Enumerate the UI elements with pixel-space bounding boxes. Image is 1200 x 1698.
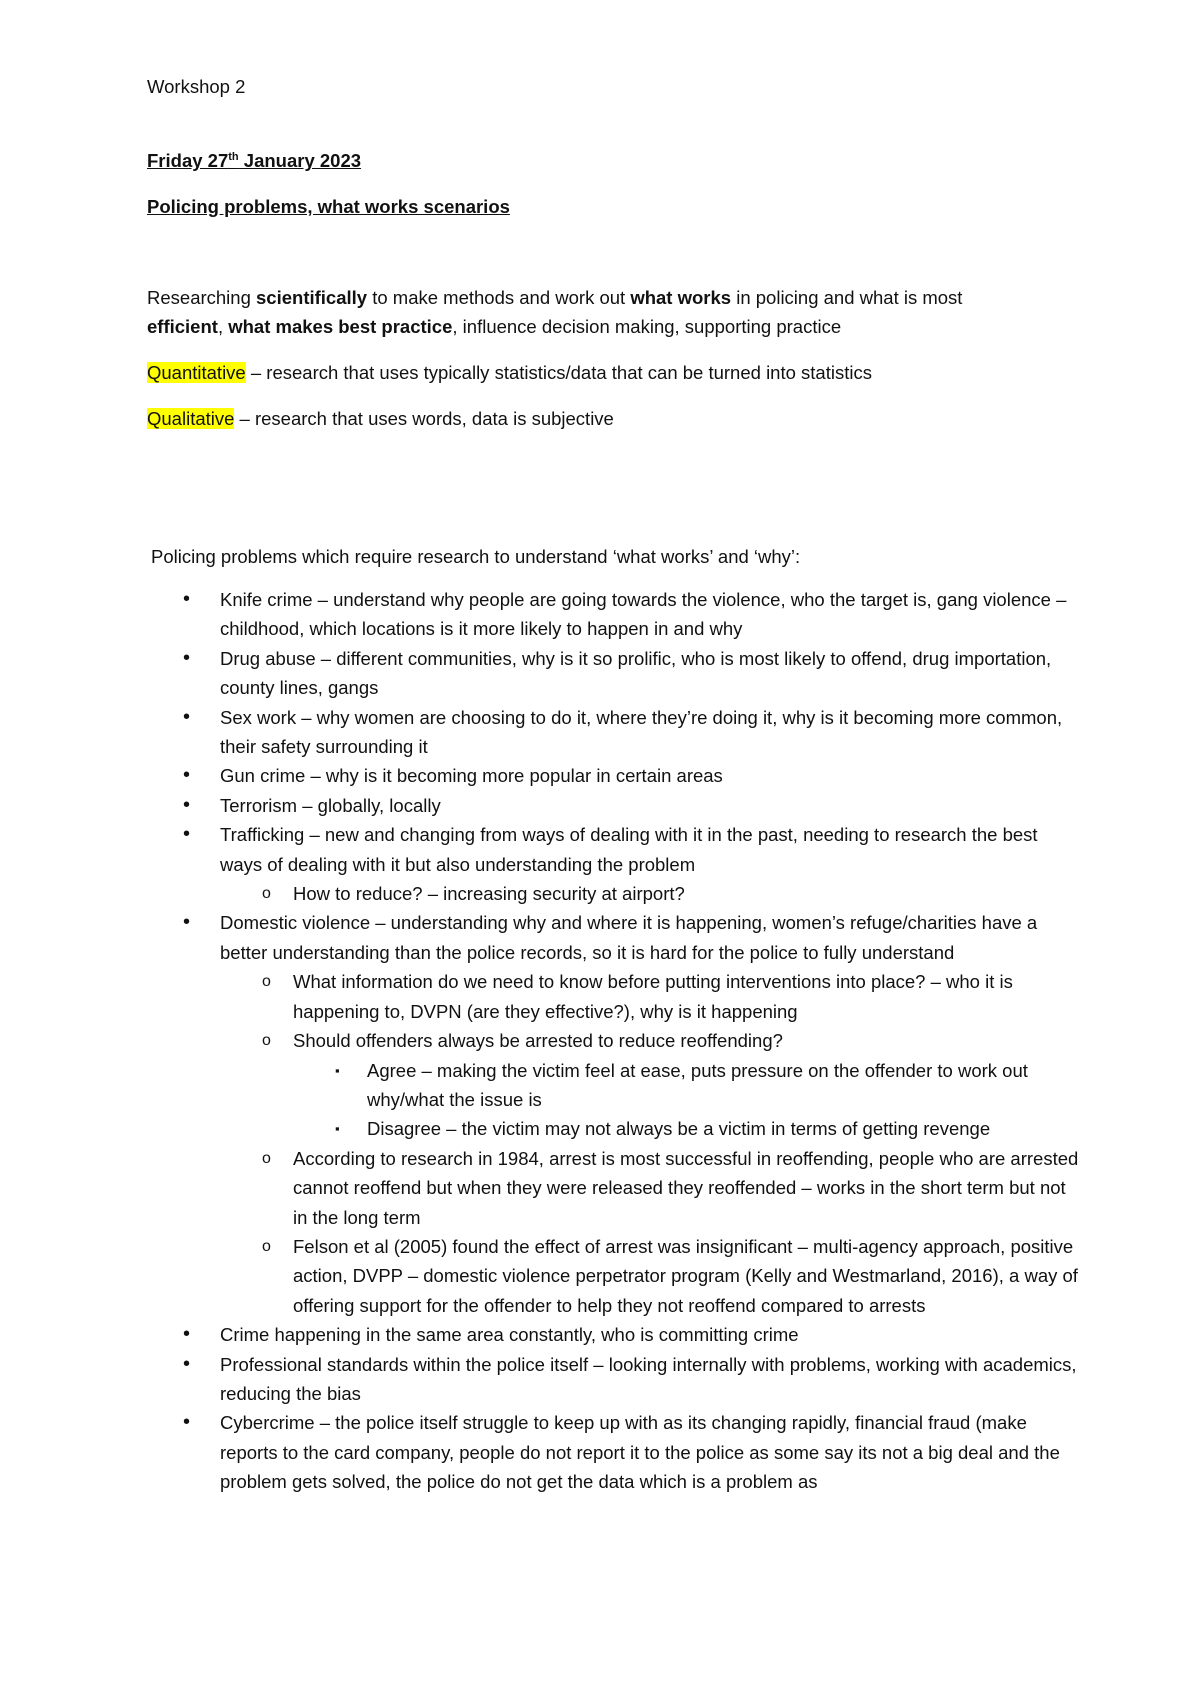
sub-sub-list xyxy=(293,1056,1080,1144)
quantitative-text: – research that uses typically statistics/data that can be turned into statistics xyxy=(245,362,872,383)
list-item: • Terrorism – globally, locally xyxy=(150,791,1080,820)
intro-text: , influence decision making, supporting practice xyxy=(452,316,842,337)
list-item: • Gun crime – why is it becoming more popular in certain areas xyxy=(150,761,1080,790)
intro-text: to make methods and work out xyxy=(367,287,631,308)
date-day: Friday 27 xyxy=(147,150,229,171)
problems-list xyxy=(150,585,1080,1497)
list-item: • Knife crime – understand why people are going towards the violence, who the target is, gang violence – childhood, which locations is it more likely to happen in and why xyxy=(150,585,1080,644)
sub-list-item: o According to research in 1984, arrest is most successful in reoffending, people who are arrested cannot reoffend but when they were released they reoffended – works in the short term but not in the long term xyxy=(220,1144,1080,1232)
intro-line-2 xyxy=(147,312,841,341)
date-suffix: th xyxy=(228,150,239,163)
document-subtitle: Policing problems, what works scenarios xyxy=(147,196,510,217)
list-item: • Crime happening in the same area constantly, who is committing crime xyxy=(150,1320,1080,1349)
sub-list xyxy=(220,967,1080,1320)
list-item: • Professional standards within the police itself – looking internally with problems, working with academics, reducing the bias xyxy=(150,1350,1080,1409)
intro-bold: scientifically xyxy=(256,287,368,308)
workshop-label: Workshop 2 xyxy=(147,76,246,97)
sub-list-item-text: Should offenders always be arrested to reduce reoffending? xyxy=(293,1030,783,1052)
list-item xyxy=(150,908,1080,1320)
intro-bold: what works xyxy=(630,287,732,308)
sub-list xyxy=(220,879,1080,908)
list-item-text: Trafficking – new and changing from ways of dealing with it in the past, needing to research the best ways of dealing with it but also understanding the problem xyxy=(220,824,1038,875)
qualitative-text: – research that uses words, data is subjective xyxy=(234,408,614,429)
list-item xyxy=(150,820,1080,908)
intro-bold: efficient xyxy=(147,316,218,337)
intro-text: in policing and what is most xyxy=(731,287,963,308)
list-item-text: Domestic violence – understanding why and where it is happening, women’s refuge/charities have a better understanding than the police records, so it is hard for the police to fully understand xyxy=(220,912,1038,963)
sub-sub-list-item: ▪ Agree – making the victim feel at ease, puts pressure on the offender to work out why/what the issue is xyxy=(293,1056,1080,1115)
sub-list-item: o How to reduce? – increasing security at airport? xyxy=(220,879,1080,908)
intro-text: Researching xyxy=(147,287,257,308)
sub-sub-list-item: ▪ Disagree – the victim may not always be a victim in terms of getting revenge xyxy=(293,1114,1080,1143)
qualitative-term: Qualitative xyxy=(147,408,235,429)
document-date xyxy=(147,146,361,175)
intro-text: , xyxy=(217,316,229,337)
sub-list-item xyxy=(220,1026,1080,1144)
intro-line-1 xyxy=(147,283,962,312)
list-item: • Cybercrime – the police itself struggle to keep up with as its changing rapidly, financial fraud (make reports to the card company, people do not report it to the police as some say its not a big deal and the problem gets solved, the police do not get the data which is a problem as xyxy=(150,1408,1080,1496)
sub-list-item: o Felson et al (2005) found the effect of arrest was insignificant – multi-agency approach, positive action, DVPP – domestic violence perpetrator program (Kelly and Westmarland, 2016), a way of offering support for the offender to help they not reoffend compared to arrests xyxy=(220,1232,1080,1320)
quantitative-definition xyxy=(147,358,872,387)
qualitative-definition xyxy=(147,404,614,433)
problems-heading: Policing problems which require research to understand ‘what works’ and ‘why’: xyxy=(151,546,801,567)
list-item: • Sex work – why women are choosing to do it, where they’re doing it, why is it becoming more common, their safety surrounding it xyxy=(150,703,1080,762)
quantitative-term: Quantitative xyxy=(147,362,246,383)
list-item: • Drug abuse – different communities, why is it so prolific, who is most likely to offend, drug importation, county lines, gangs xyxy=(150,644,1080,703)
date-rest: January 2023 xyxy=(238,150,362,171)
sub-list-item: o What information do we need to know before putting interventions into place? – who it is happening to, DVPN (are they effective?), why is it happening xyxy=(220,967,1080,1026)
intro-bold: what makes best practice xyxy=(228,316,453,337)
